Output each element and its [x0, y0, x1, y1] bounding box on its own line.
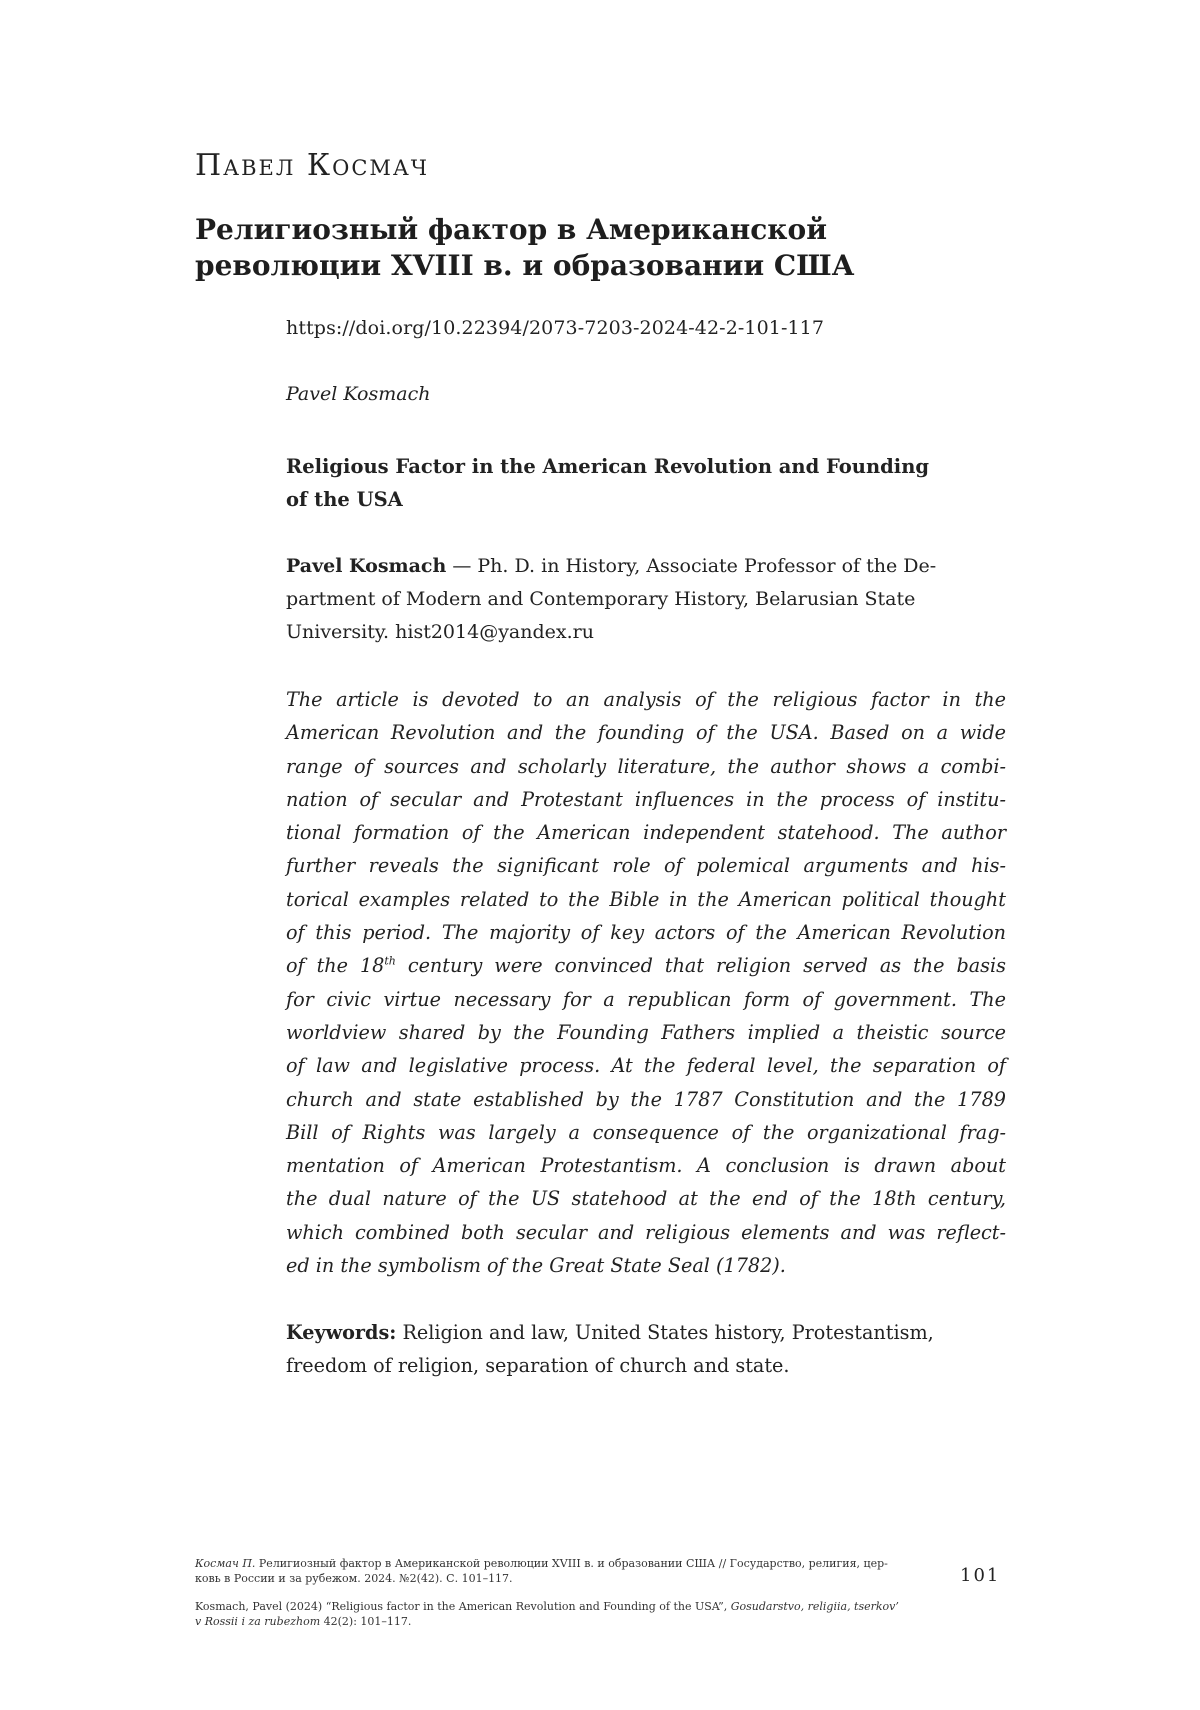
- citation-ru: [195, 1556, 945, 1586]
- citation-ru-text: Религиозный фактор в Американской революции XVIII в. и образовании США // Государство, религия, цер-: [255, 1557, 888, 1570]
- abstract-line: of this period. The majority of key actors of the American Revolution: [286, 921, 1006, 945]
- abstract-text: century were convinced that religion served as the basis: [395, 954, 1006, 978]
- abstract-line: the dual nature of the US statehood at the end of the 18th century,: [286, 1187, 1006, 1211]
- citation-en-line: [195, 1614, 945, 1629]
- citation-ru-author: Космач П.: [195, 1557, 256, 1570]
- citation-en-journal: Gosudarstvo, religiia, tserkov’: [730, 1600, 899, 1613]
- abstract-line: range of sources and scholarly literature, the author shows a combi-: [286, 754, 1006, 778]
- keywords: [286, 1316, 1006, 1382]
- citation-en-text: 42(2): 101–117.: [320, 1615, 412, 1628]
- author-info-line: partment of Modern and Contemporary History, Belarusian State: [286, 588, 916, 610]
- keywords-line: freedom of religion, separation of church and state.: [286, 1354, 790, 1377]
- abstract-line: which combined both secular and religious elements and was reflect-: [286, 1220, 1006, 1244]
- abstract: [286, 683, 1006, 1282]
- author-info-name: Pavel Kosmach: [286, 555, 447, 577]
- abstract-line: of law and legislative process. At the federal level, the separation of: [286, 1054, 1006, 1078]
- abstract-line: American Revolution and the founding of the USA. Based on a wide: [286, 721, 1006, 745]
- abstract-line: for civic virtue necessary for a republican form of government. The: [286, 987, 1006, 1011]
- doi-link[interactable]: https://doi.org/10.22394/2073-7203-2024-42-2-101-117: [286, 317, 825, 339]
- citation-en-journal: v Rossii i za rubezhom: [195, 1615, 321, 1628]
- abstract-line: worldview shared by the Founding Fathers implied a theistic source: [286, 1020, 1006, 1044]
- abstract-line: ed in the symbolism of the Great State Seal (1782).: [286, 1254, 786, 1278]
- author-info-text: — Ph. D. in History, Associate Professor of the De-: [446, 555, 937, 577]
- page-number: 101: [960, 1565, 1001, 1586]
- keywords-line: [286, 1316, 1006, 1349]
- abstract-line: Bill of Rights was largely a consequence of the organizational frag-: [286, 1120, 1006, 1144]
- abstract-line: church and state established by the 1787 Constitution and the 1789: [286, 1087, 1006, 1111]
- citation-ru-line: ковь в России и за рубежом. 2024. №2(42). С. 101–117.: [195, 1572, 513, 1585]
- author-name-en: Pavel Kosmach: [286, 383, 431, 405]
- keywords-label: Keywords:: [286, 1321, 397, 1344]
- abstract-line: torical examples related to the Bible in the American political thought: [286, 887, 1006, 911]
- citation-ru-line: [195, 1556, 945, 1571]
- article-title-en-line: of the USA: [286, 488, 403, 511]
- citation-en: [195, 1599, 945, 1629]
- abstract-text: of the 18: [286, 954, 385, 978]
- article-title-ru-line: революции XVIII в. и образовании США: [195, 249, 855, 282]
- citation-en-line: [195, 1599, 945, 1614]
- author-info-line: [286, 550, 1006, 583]
- keywords-text: Religion and law, United States history, Protestantism,: [396, 1321, 934, 1344]
- abstract-line: tional formation of the American independent statehood. The author: [286, 821, 1006, 845]
- author-info: [286, 550, 1006, 649]
- abstract-line: mentation of American Protestantism. A conclusion is drawn about: [286, 1154, 1006, 1178]
- author-name-ru: Павел Космач: [195, 148, 430, 183]
- abstract-line: nation of secular and Protestant influences in the process of institu-: [286, 787, 1006, 811]
- citation-en-text: Kosmach, Pavel (2024) “Religious factor in the American Revolution and Founding of the USA”,: [195, 1600, 731, 1613]
- ordinal-superscript: th: [384, 954, 396, 968]
- article-title-en-line: Religious Factor in the American Revolution and Founding: [286, 455, 930, 478]
- article-title-en: [286, 450, 1006, 516]
- abstract-line: The article is devoted to an analysis of the religious factor in the: [286, 688, 1006, 711]
- abstract-line: further reveals the significant role of polemical arguments and his-: [286, 854, 1006, 878]
- article-title-ru: [195, 212, 955, 284]
- author-info-line: University. hist2014@yandex.ru: [286, 621, 594, 643]
- article-title-ru-line: Религиозный фактор в Американской: [195, 213, 827, 246]
- abstract-line: [286, 949, 1006, 982]
